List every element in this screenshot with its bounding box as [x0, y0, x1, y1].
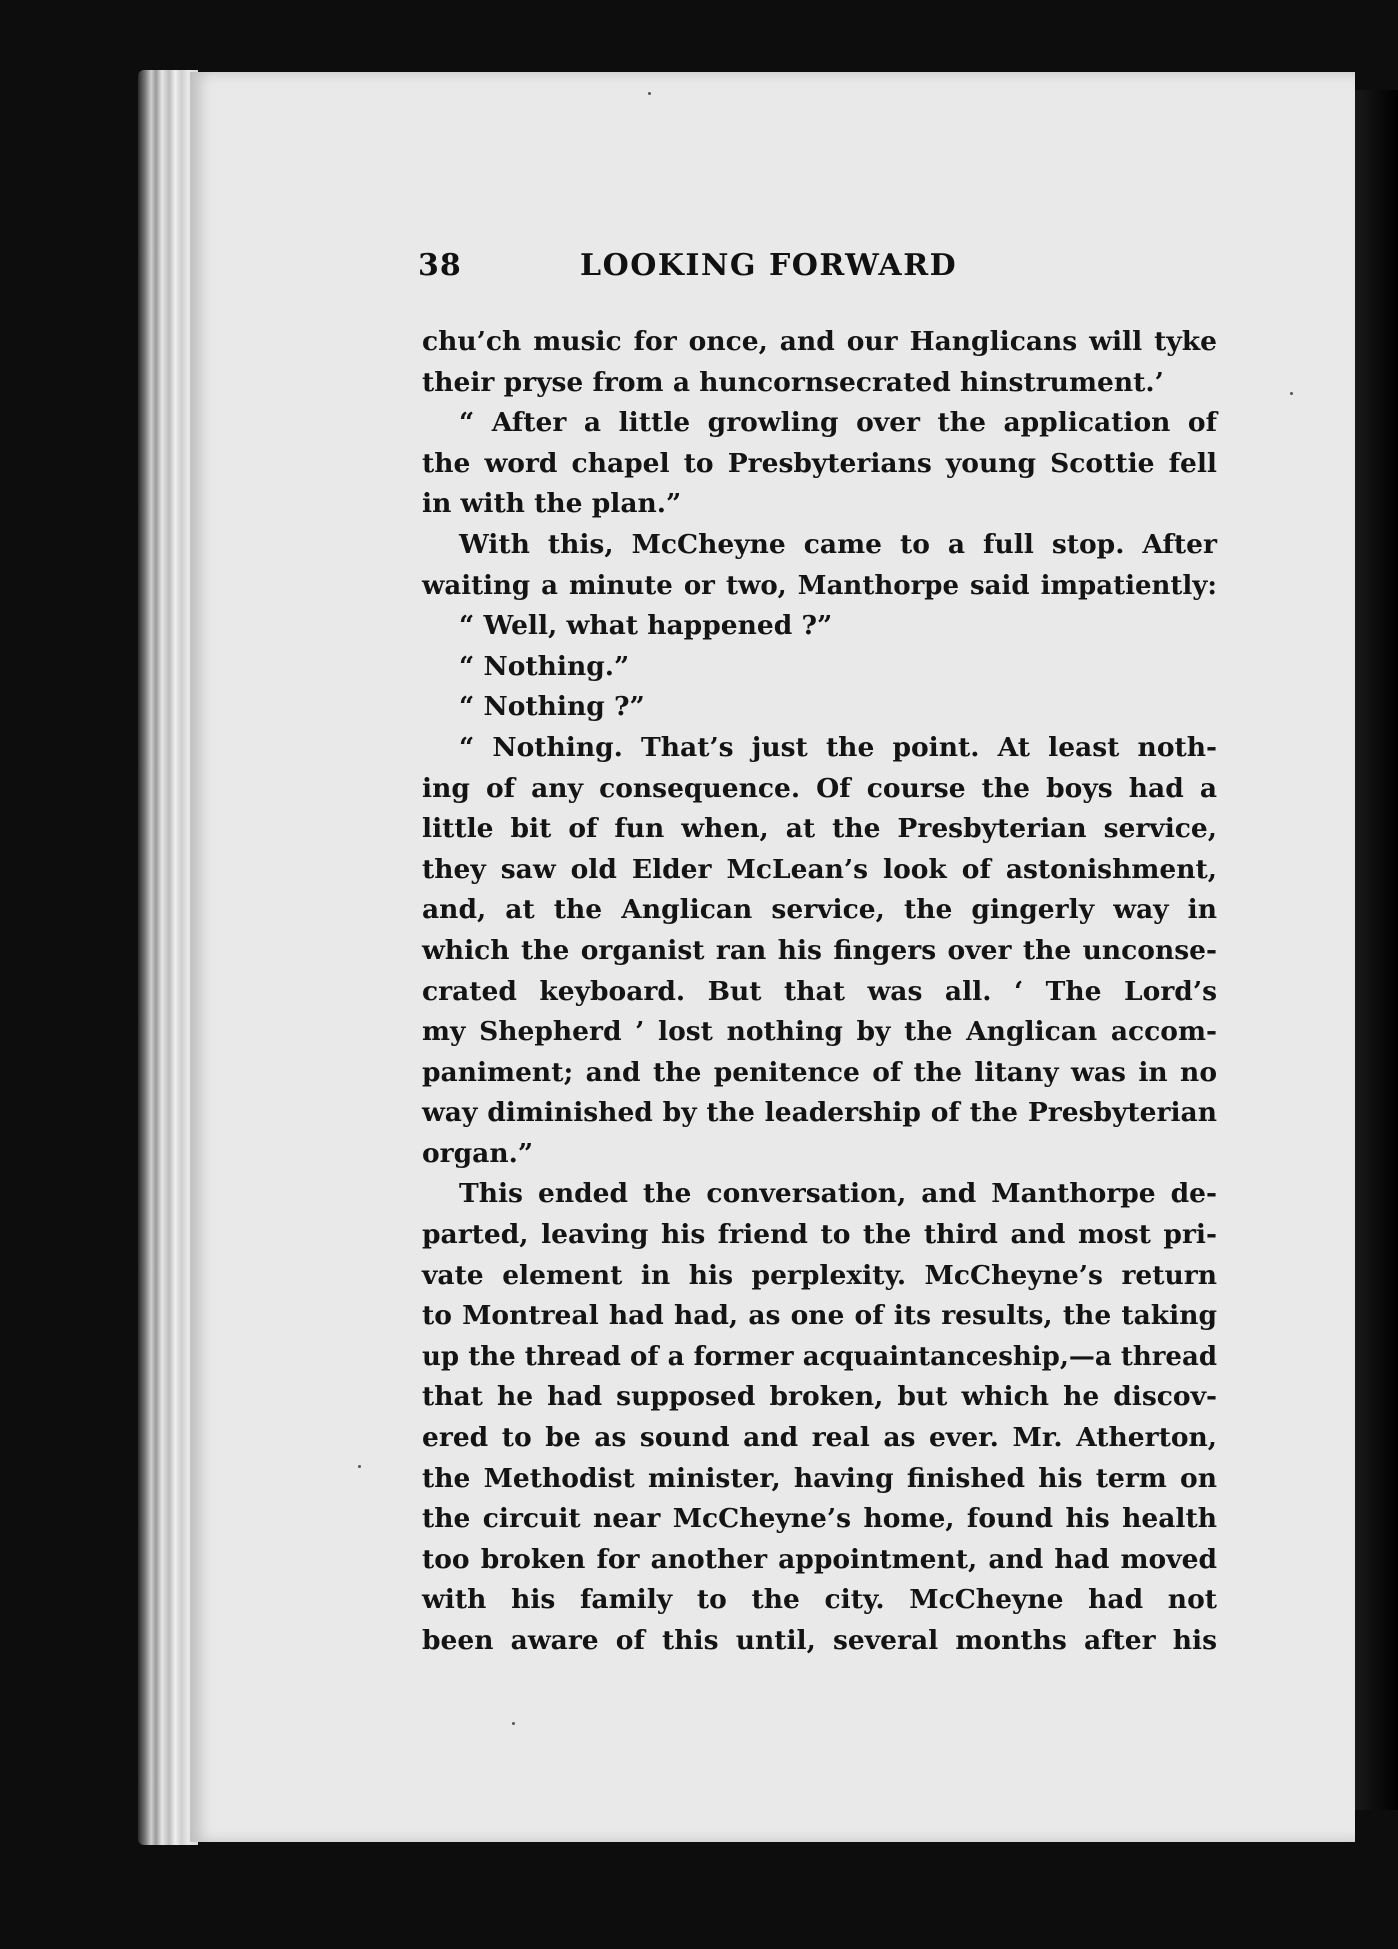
- page-number: 38: [418, 248, 462, 283]
- text-line: “ Nothing.”: [459, 650, 630, 682]
- scan-speck: [512, 1722, 515, 1725]
- text-line: “ After a little growling over the application of: [459, 407, 1217, 439]
- text-line: to Montreal had had, as one of its results, the taking: [422, 1300, 1217, 1332]
- scan-speck: [358, 1465, 361, 1468]
- text-line: they saw old Elder McLean’s look of astonishment,: [422, 853, 1217, 885]
- running-head: LOOKING FORWARD: [580, 248, 958, 283]
- text-line: parted, leaving his friend to the third and most pri-: [422, 1219, 1217, 1251]
- text-line: vate element in his perplexity. McCheyne’s return: [422, 1259, 1217, 1291]
- text-line: that he had supposed broken, but which he discov-: [422, 1381, 1217, 1413]
- text-line: crated keyboard. But that was all. ‘ The Lord’s: [422, 975, 1217, 1007]
- text-line: with his family to the city. McCheyne had not: [422, 1584, 1217, 1616]
- text-line: my Shepherd ’ lost nothing by the Anglican accom-: [422, 1016, 1217, 1048]
- text-line: “ Nothing. That’s just the point. At least noth-: [459, 731, 1217, 763]
- text-line: ered to be as sound and real as ever. Mr. Atherton,: [422, 1422, 1217, 1454]
- text-line: “ Well, what happened ?”: [459, 610, 833, 642]
- right-binding-shadow: [1355, 90, 1398, 1810]
- text-line: “ Nothing ?”: [459, 691, 645, 723]
- page-edges: [138, 70, 198, 1845]
- text-line: With this, McCheyne came to a full stop. After: [459, 528, 1217, 560]
- page-header: [418, 248, 1218, 298]
- text-line: paniment; and the penitence of the litany was in no: [422, 1056, 1217, 1088]
- scan-speck: [648, 92, 651, 95]
- text-line: waiting a minute or two, Manthorpe said impatiently:: [422, 570, 1217, 601]
- text-line: the circuit near McCheyne’s home, found his health: [422, 1503, 1217, 1535]
- text-line: the Methodist minister, having finished his term on: [422, 1462, 1217, 1494]
- text-line: chu’ch music for once, and our Hanglicans will tyke: [422, 326, 1217, 357]
- text-line: been aware of this until, several months after his: [422, 1625, 1217, 1656]
- text-line: which the organist ran his fingers over the unconse-: [422, 934, 1217, 966]
- text-line: little bit of fun when, at the Presbyterian service,: [422, 813, 1217, 845]
- scan-speck: [1290, 392, 1293, 395]
- text-line: organ.”: [422, 1137, 534, 1169]
- text-line: in with the plan.”: [422, 488, 682, 520]
- text-line: This ended the conversation, and Manthorpe de-: [459, 1178, 1217, 1210]
- text-line: and, at the Anglican service, the gingerly way in: [422, 894, 1217, 926]
- text-line: ing of any consequence. Of course the boys had a: [422, 772, 1217, 804]
- text-line: the word chapel to Presbyterians young Scottie fell: [422, 447, 1217, 479]
- text-line: too broken for another appointment, and had moved: [422, 1543, 1217, 1575]
- text-line: way diminished by the leadership of the Presbyterian: [422, 1097, 1217, 1129]
- text-line: their pryse from a huncornsecrated hinstrument.’: [422, 366, 1164, 398]
- body-text: [422, 322, 1217, 1662]
- text-line: up the thread of a former acquaintanceship,—a thread: [422, 1341, 1217, 1372]
